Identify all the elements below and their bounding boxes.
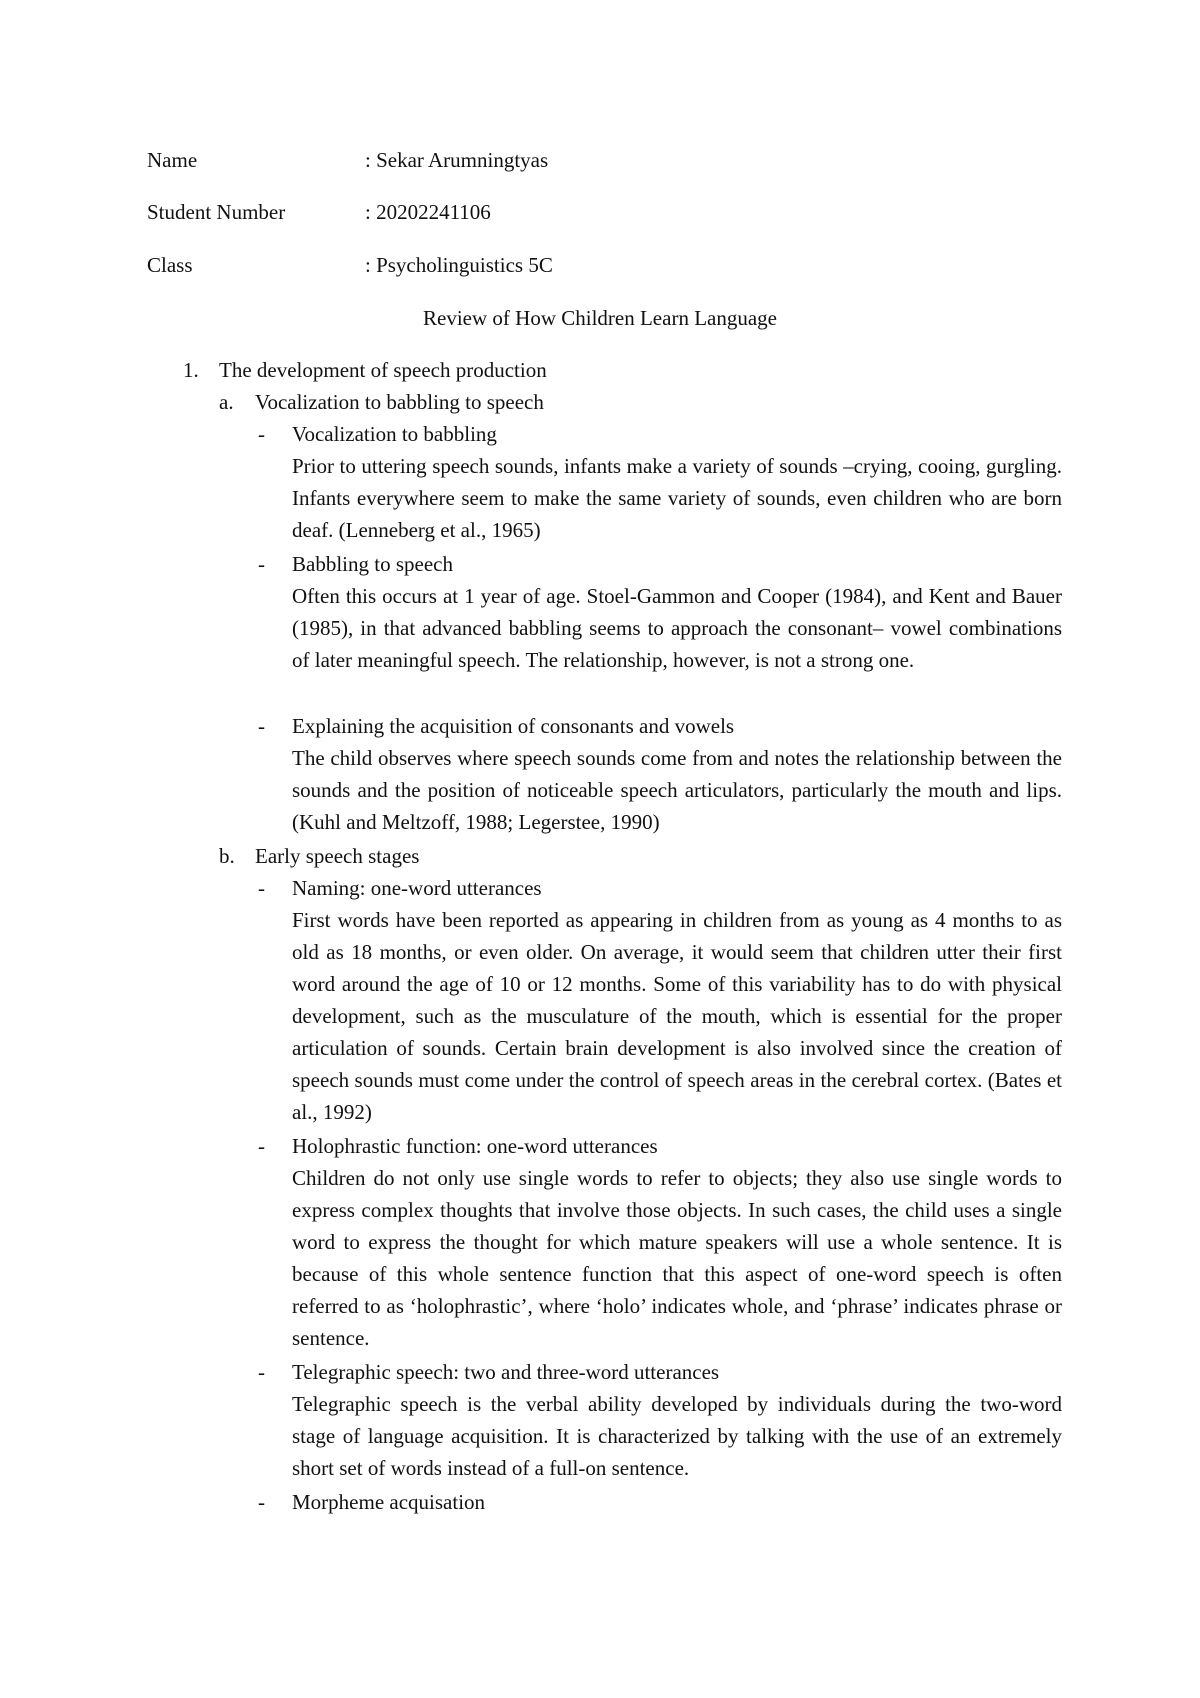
item-holophrastic-text: Children do not only use single words to refer to objects; they also use single words to express complex thoughts that involve those objects. In such cases, the child uses a single word to express the thought for which mature speakers will use a whole sentence. It is because of this whole sentence function that this aspect of one-word speech is often referred to as ‘holophrastic’, where ‘holo’ indicates whole, and ‘phrase’ indicates phrase or sentence. bbox=[292, 1166, 1062, 1350]
bullet-marker: - bbox=[258, 714, 265, 738]
item-telegraphic-heading: Telegraphic speech: two and three-word utterances bbox=[292, 1360, 720, 1384]
subsection-b-marker: b. bbox=[219, 844, 235, 868]
name-label: Name bbox=[147, 148, 198, 172]
section-1-marker: 1. bbox=[183, 358, 199, 382]
item-morpheme-heading: Morpheme acquisation bbox=[292, 1490, 486, 1514]
subsection-b-heading: Early speech stages bbox=[255, 844, 420, 868]
subsection-a-heading: Vocalization to babbling to speech bbox=[255, 390, 544, 414]
bullet-marker: - bbox=[258, 422, 265, 446]
bullet-marker: - bbox=[258, 1490, 265, 1514]
subsection-a-marker: a. bbox=[219, 390, 234, 414]
item-naming-text: First words have been reported as appearing in children from as young as 4 months to as old as 18 months, or even older. On average, it would seem that children utter their first word around the age of 10 or 12 months. Some of this variability has to do with physical development, such as the musculature of the mouth, which is essential for the proper articulation of sounds. Certain brain development is also involved since the creation of speech sounds must come under the control of speech areas in the cerebral cortex. (Bates et al., 1992) bbox=[292, 908, 1062, 1124]
item-vocalization-text: Prior to uttering speech sounds, infants make a variety of sounds –crying, cooing, gurgling. Infants everywhere seem to make the same variety of sounds, even children who are born deaf. (Lenneberg et al., 1965) bbox=[292, 454, 1062, 542]
bullet-marker: - bbox=[258, 552, 265, 576]
student-number-value: : 20202241106 bbox=[365, 200, 491, 224]
bullet-marker: - bbox=[258, 1134, 265, 1158]
section-1-heading: The development of speech production bbox=[219, 358, 547, 382]
bullet-marker: - bbox=[258, 1360, 265, 1384]
document-title: Review of How Children Learn Language bbox=[423, 306, 777, 330]
name-value: : Sekar Arumningtyas bbox=[365, 148, 549, 172]
class-value: : Psycholinguistics 5C bbox=[365, 253, 553, 277]
item-babbling-text: Often this occurs at 1 year of age. Stoel-Gammon and Cooper (1984), and Kent and Bauer (1985), in that advanced babbling seems to approach the consonant– vowel combinations of later meaningful speech. The relationship, however, is not a strong one. bbox=[292, 584, 1062, 672]
item-telegraphic-text: Telegraphic speech is the verbal ability developed by individuals during the two-word stage of language acquisition. It is characterized by talking with the use of an extremely short set of words instead of a full-on sentence. bbox=[292, 1392, 1062, 1480]
item-vocalization-heading: Vocalization to babbling bbox=[292, 422, 497, 446]
item-consonants-heading: Explaining the acquisition of consonants and vowels bbox=[292, 714, 735, 738]
bullet-marker: - bbox=[258, 876, 265, 900]
item-naming-heading: Naming: one-word utterances bbox=[292, 876, 542, 900]
class-label: Class bbox=[147, 253, 193, 277]
item-babbling-heading: Babbling to speech bbox=[292, 552, 453, 576]
item-holophrastic-heading: Holophrastic function: one-word utterances bbox=[292, 1134, 658, 1158]
item-consonants-text: The child observes where speech sounds come from and notes the relationship between the sounds and the position of noticeable speech articulators, particularly the mouth and lips. (Kuhl and Meltzoff, 1988; Legerstee, 1990) bbox=[292, 746, 1062, 834]
student-number-label: Student Number bbox=[147, 200, 286, 224]
